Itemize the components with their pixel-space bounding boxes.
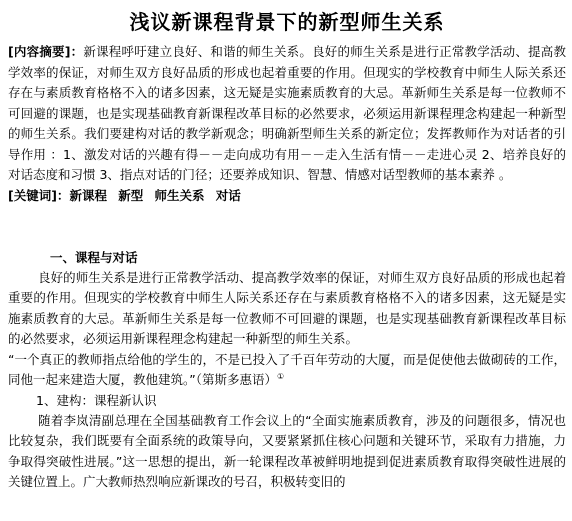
abstract-label: [内容摘要]： xyxy=(8,44,84,59)
keywords xyxy=(8,186,566,206)
subsection-heading: 1、建构：课程新认识 xyxy=(36,392,157,408)
document-title: 浅议新课程背景下的新型师生关系 xyxy=(129,10,445,34)
keyword: 新型 xyxy=(118,187,144,203)
keyword: 师生关系 xyxy=(154,187,205,203)
footnote-marker: ① xyxy=(276,372,285,381)
quote-text: “一个真正的教师指点给他的学生的，不是已投入了千百年劳动的大厦，而是促使他去做砌砖的工作，同他一起来建造大厦，教他建筑。”（第斯多惠语） xyxy=(8,351,566,387)
keyword: 新课程 xyxy=(69,187,107,203)
abstract xyxy=(8,42,566,186)
section-heading: 一、课程与对话 xyxy=(50,249,138,265)
body-paragraph: 随着李岚清副总理在全国基础教育工作会议上的“全面实施素质教育，涉及的问题很多，情况也比较复杂，我们既要有全面系统的政策导向，又要紧紧抓住核心问题和关键环节，采取有力措施，力争取得突破性进展。”这一思想的提出，新一轮课程改革被鲜明地提到促进素质教育取得突破性进展的关键位置上。广大教师热烈响应新课改的号召，积极转变旧的 xyxy=(8,412,566,489)
quote-paragraph xyxy=(8,350,566,391)
keyword: 对话 xyxy=(215,187,241,203)
body-paragraph: 良好的师生关系是进行正常教学活动、提高教学效率的保证，对师生双方良好品质的形成也起着重要的作用。但现实的学校教育中师生人际关系还存在与素质教育格格不入的诸多因素，这无疑是实施素质教育的大忌。革新师生关系是每一位教师不可回避的课题，也是实现基础教育新课程改革目标的必然要求，必须运用新课程理念构建起一种新型的师生关系。 xyxy=(8,269,566,346)
blank-space xyxy=(8,206,566,248)
keywords-label: [关键词]： xyxy=(8,187,70,203)
abstract-text: 新课程呼吁建立良好、和谐的师生关系。良好的师生关系是进行正常教学活动、提高教学效率的保证，对师生双方良好品质的形成也起着重要的作用。但现实的学校教育中师生人际关系还存在与素质教育格格不入的诸多因素，这无疑是实施素质教育的大忌。革新师生关系是每一位教师不可回避的课题，也是实现基础教育新课程改革目标的必然要求，必须运用新课程理念构建起一种新型的师生关系。我们要建构对话的教学新观念；明确新型师生关系的新定位；发挥教师作为对话者的引导作用 ：1、激发对话的兴趣有得－－走向成功有用－－走入生活有情－－走进心灵 2、培养良好的对话态度和习惯 3、指点对话的门径；还要养成知识、智慧、情感对话型教师的基本素养 。 xyxy=(8,44,566,182)
